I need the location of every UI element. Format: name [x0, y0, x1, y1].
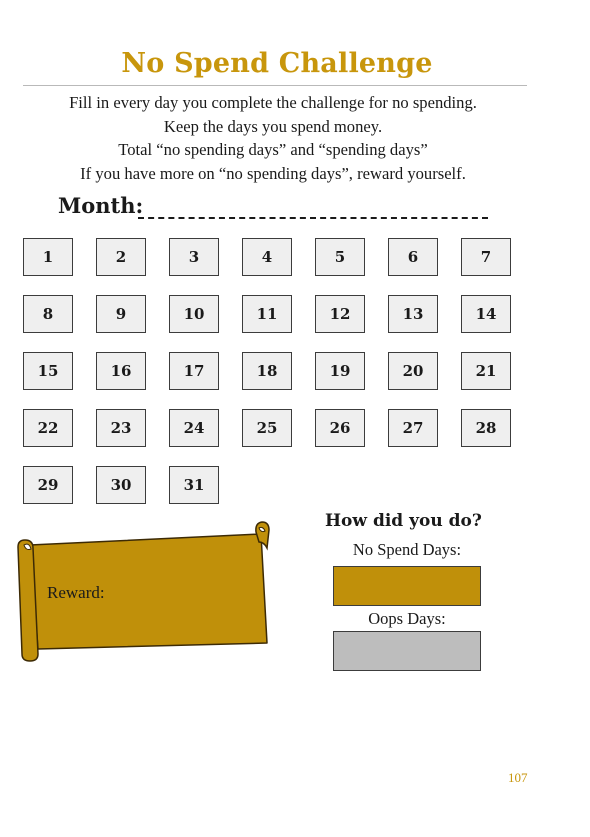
day-cell[interactable]: 15 [23, 352, 73, 390]
day-cell[interactable]: 8 [23, 295, 73, 333]
instruction-line: Fill in every day you complete the challenge for no spending. [69, 93, 477, 112]
instruction-line: If you have more on “no spending days”, reward yourself. [80, 163, 466, 183]
day-cell[interactable]: 31 [169, 466, 219, 504]
day-cell[interactable]: 5 [315, 238, 365, 276]
day-cell[interactable]: 12 [315, 295, 365, 333]
day-cell[interactable]: 21 [461, 352, 511, 390]
page-title: No Spend Challenge [121, 48, 433, 79]
instruction-line: Total “no spending days” and “spending days” [118, 140, 428, 159]
day-cell[interactable]: 4 [242, 238, 292, 276]
day-cell[interactable]: 29 [23, 466, 73, 504]
day-cell[interactable]: 17 [169, 352, 219, 390]
no-spend-days-box[interactable] [333, 566, 481, 606]
day-cell[interactable]: 1 [23, 238, 73, 276]
day-cell[interactable]: 27 [388, 409, 438, 447]
day-cell[interactable]: 30 [96, 466, 146, 504]
day-cell[interactable]: 14 [461, 295, 511, 333]
day-cell[interactable]: 11 [242, 295, 292, 333]
day-cell[interactable]: 28 [461, 409, 511, 447]
page-number: 107 [508, 770, 528, 785]
day-cell[interactable]: 23 [96, 409, 146, 447]
day-cell[interactable]: 18 [242, 352, 292, 390]
instruction-line: Keep the days you spend money. [163, 116, 383, 136]
day-cell[interactable]: 10 [169, 295, 219, 333]
day-cell[interactable]: 7 [461, 238, 511, 276]
reward-label: Reward: [47, 583, 105, 602]
summary-heading: How did you do? [325, 511, 482, 531]
day-cell[interactable]: 13 [388, 295, 438, 333]
day-cell[interactable]: 2 [96, 238, 146, 276]
day-cell[interactable]: 19 [315, 352, 365, 390]
month-input-line[interactable] [138, 217, 488, 219]
no-spend-days-label: No Spend Days: [352, 540, 462, 559]
day-cell[interactable]: 26 [315, 409, 365, 447]
oops-days-box[interactable] [333, 631, 481, 671]
day-cell[interactable]: 6 [388, 238, 438, 276]
day-cell[interactable]: 20 [388, 352, 438, 390]
day-cell[interactable]: 3 [169, 238, 219, 276]
day-cell[interactable]: 22 [23, 409, 73, 447]
day-cell[interactable]: 25 [242, 409, 292, 447]
instructions [0, 91, 546, 185]
day-cell[interactable]: 16 [96, 352, 146, 390]
oops-days-label: Oops Days: [368, 609, 446, 628]
title-divider [23, 85, 527, 86]
month-label: Month: [58, 193, 144, 218]
day-cell[interactable]: 24 [169, 409, 219, 447]
day-cell[interactable]: 9 [96, 295, 146, 333]
